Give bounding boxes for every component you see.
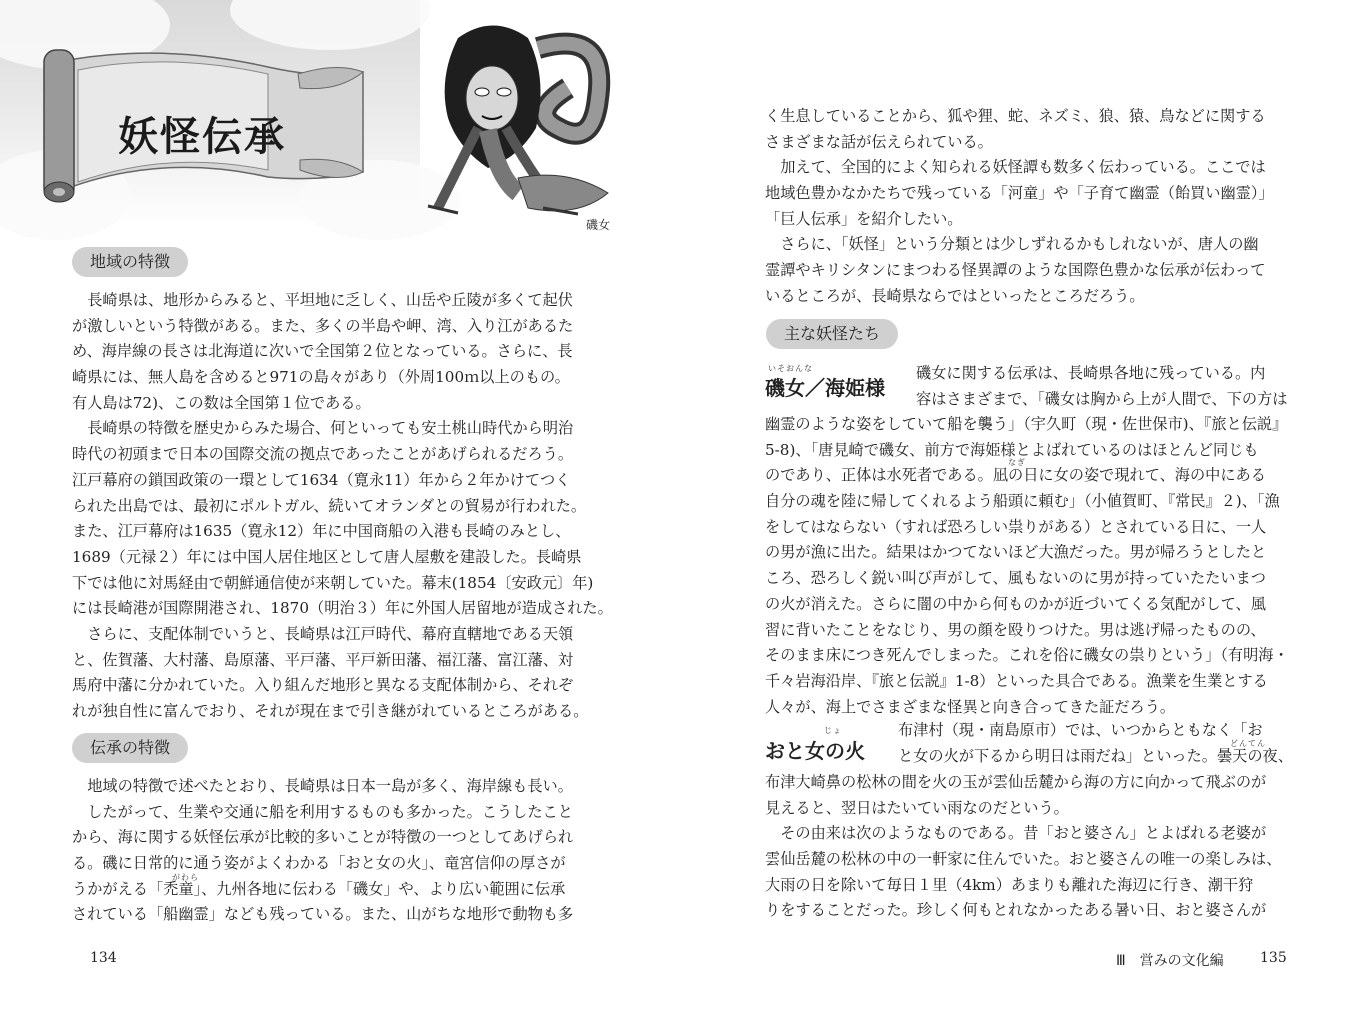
text-line: りをすることだった。珍しく何もとれなかったある暑い日、おと婆さんが (765, 901, 1267, 920)
text-line: れが独自性に富んでおり、それが現在まで引き継がれているところがある。 (72, 702, 589, 720)
text-line: の男が漁に出た。結果はかつてないほど大漁だった。男が帰ろうとしたと (765, 543, 1267, 562)
page-title: 妖怪伝承 (118, 114, 286, 160)
section-label-regional: 地域の特徴 (72, 247, 188, 277)
ruby-nagi: なぎ (1008, 458, 1026, 467)
text-line: 加えて、全国的によく知られる妖怪譚も数多く伝わっている。ここでは (765, 158, 1266, 177)
heading-oto: おと女の火 (765, 739, 865, 763)
text-line: 下では他に対馬経由で朝鮮通信使が来朝していた。幕末(1854〔安政元〕年) (72, 573, 594, 592)
text-line: のであり、正体は水死者である。凪の日に女の姿で現れて、海の中にある (765, 466, 1266, 485)
running-head: Ⅲ 営みの文化編 (1116, 953, 1224, 969)
ruby-oto: じょ (824, 726, 842, 735)
text-line: うかがえる「禿童」、九州各地に伝わる「磯女」や、より広い範囲に伝承 (72, 879, 566, 898)
intro-text (765, 104, 1274, 310)
text-line: から、海に関する妖怪伝承が比較的多いことが特徴の一つとしてあげられ (72, 828, 574, 847)
text-line: られた出島では、最初にポルトガル、続いてオランダとの貿易が行われた。 (72, 496, 587, 515)
isonna-illustration (418, 18, 614, 224)
text-line: 長崎県の特徴を歴史からみた場合、何といっても安土桃山時代から明治 (72, 419, 574, 438)
oto-text (765, 770, 1281, 924)
regional-text (72, 288, 613, 725)
ruby-kappa: がわら (172, 873, 199, 882)
text-line: その由来は次のようなものである。昔「おと婆さん」とよばれる老婆が (765, 824, 1267, 843)
text-line: 千々岩海沿岸、『旅と伝説』1-8）といった具合である。漁業を生業とする (765, 671, 1268, 690)
text-line: されている「船幽霊」なども残っている。また、山がちな地形で動物も多 (72, 905, 574, 924)
text-line: そのまま床につき死んでしまった。これを俗に磯女の祟りという」（有明海・ (765, 646, 1289, 665)
text-line: 磯女に関する伝承は、長崎県各地に残っている。内 (916, 364, 1266, 382)
text-line: 地域色豊かなかたちで残っている「河童」や「子育て幽霊（飴買い幽霊）」 (765, 184, 1274, 203)
text-line: 布津村（現・南島原市）では、いつからともなく「お (898, 721, 1263, 739)
section-label-main-yokai: 主な妖怪たち (766, 319, 898, 349)
section-label-tradition: 伝承の特徴 (72, 733, 188, 763)
text-line: 1689（元禄２）年には中国人居住地区として唐人屋敷を建設した。長崎県 (72, 547, 582, 566)
text-line: 長崎県は、地形からみると、平坦地に乏しく、山岳や丘陵が多くて起伏 (72, 291, 573, 309)
text-line: 自分の魂を陸に帰してくれるよう船頭に頼む」（小値賀町、『常民』２)、「漁 (765, 492, 1280, 511)
text-line: また、江戸幕府は1635（寛永12）年に中国商船の入港も長崎のみとし、 (72, 522, 571, 541)
text-line: 容はさまざまで、「磯女は胸から上が人間で、下の方は (916, 389, 1288, 408)
ruby-donten: どんてん (1230, 739, 1266, 748)
text-line: には長崎港が国際開港され、1870（明治３）年に外国人居留地が造成された。 (72, 599, 613, 618)
text-line: をしてはならない（すれば恐ろしい祟りがある）とされている日に、一人 (765, 517, 1267, 536)
text-line: 霊譚やキリシタンにまつわる怪異譚のような国際色豊かな伝承が伝わって (765, 261, 1266, 280)
text-line: る。磯に日常的に通う姿がよくわかる「おと女の火」、竜宮信仰の厚さが (72, 854, 566, 873)
text-line: 地域の特徴で述べたとおり、長崎県は日本一島が多く、海岸線も長い。 (72, 777, 573, 795)
page-number-right: 135 (1260, 950, 1287, 966)
text-line: と、佐賀藩、大村藩、島原藩、平戸藩、平戸新田藩、福江藩、富江藩、対 (72, 650, 574, 669)
page-number-left: 134 (90, 950, 117, 966)
tradition-text (72, 774, 573, 928)
text-line: め、海岸線の長さは北海道に次いで全国第２位となっている。さらに、長 (72, 342, 573, 361)
illustration-caption: 磯女 (586, 218, 611, 232)
text-line: 雲仙岳麓の松林の中の一軒家に住んでいた。おと婆さんの唯一の楽しみは、 (765, 850, 1282, 869)
text-line: 江戸幕府の鎖国政策の一環として1634（寛永11）年から２年かけてつく (72, 470, 571, 489)
text-line: 大雨の日を除いて毎日１里（4km）あまりも離れた海辺に行き、潮干狩 (765, 875, 1254, 894)
ruby-isonna: いそおんな (768, 364, 813, 373)
heading-isonna: 磯女／海姫様 (765, 376, 885, 400)
text-line: 崎県には、無人島を含めると971の島々があり（外周100ｍ以上のもの。 (72, 368, 570, 387)
text-line: が激しいという特徴がある。また、多くの半島や岬、湾、入り江があるた (72, 316, 574, 335)
isonna-intro-text (916, 361, 1287, 412)
text-line: さまざまな話が伝えられている。 (765, 132, 993, 151)
text-line: いるところが、長崎県ならではといったところだろう。 (765, 286, 1145, 305)
text-line: と女の火が下るから明日は雨だね」といった。曇天の夜、 (898, 746, 1293, 765)
text-line: 5-8)、「唐見崎で磯女、前方で海姫様とよばれているのはほとんど同じも (765, 440, 1259, 459)
text-line: 見えると、翌日はたいてい雨なのだという。 (765, 798, 1069, 817)
text-line: さらに、「妖怪」という分類とは少しずれるかもしれないが、唐人の幽 (765, 235, 1259, 254)
isonna-text (765, 412, 1289, 720)
right-page (686, 0, 1372, 1016)
text-line: く生息していることから、狐や狸、蛇、ネズミ、狼、猿、鳥などに関する (765, 107, 1266, 125)
text-line: さらに、支配体制でいうと、長崎県は江戸時代、幕府直轄地である天領 (72, 624, 574, 643)
text-line: ころ、恐ろしく鋭い叫び声がして、風もないのに男が持っていたたいまつ (765, 569, 1266, 588)
text-line: 人々が、海上でさまざまな怪異と向き合ってきた証だろう。 (765, 697, 1176, 716)
text-line: 時代の初頭まで日本の国際交流の拠点であったことがあげられるだろう。 (72, 445, 574, 464)
text-line: 馬府中藩に分かれていた。入り組んだ地形と異なる支配体制から、それぞ (72, 676, 574, 695)
text-line: 有人島は72)、この数は全国第１位である。 (72, 393, 371, 412)
text-line: 習に背いたことをなじり、男の顔を殴りつけた。男は逃げ帰ったものの、 (765, 620, 1266, 639)
text-line: 布津大崎鼻の松林の間を火の玉が雲仙岳麓から海の方に向かって飛ぶのが (765, 773, 1267, 791)
text-line: の火が消えた。さらに闇の中から何ものかが近づいてくる気配がして、風 (765, 594, 1266, 613)
text-line: したがって、生業や交通に船を利用するものも多かった。こうしたこと (72, 802, 573, 821)
text-line: 幽霊のような姿をしていて船を襲う」（宇久町（現・佐世保市)、『旅と伝説』 (765, 415, 1288, 433)
text-line: 「巨人伝承」を紹介したい。 (765, 209, 963, 228)
